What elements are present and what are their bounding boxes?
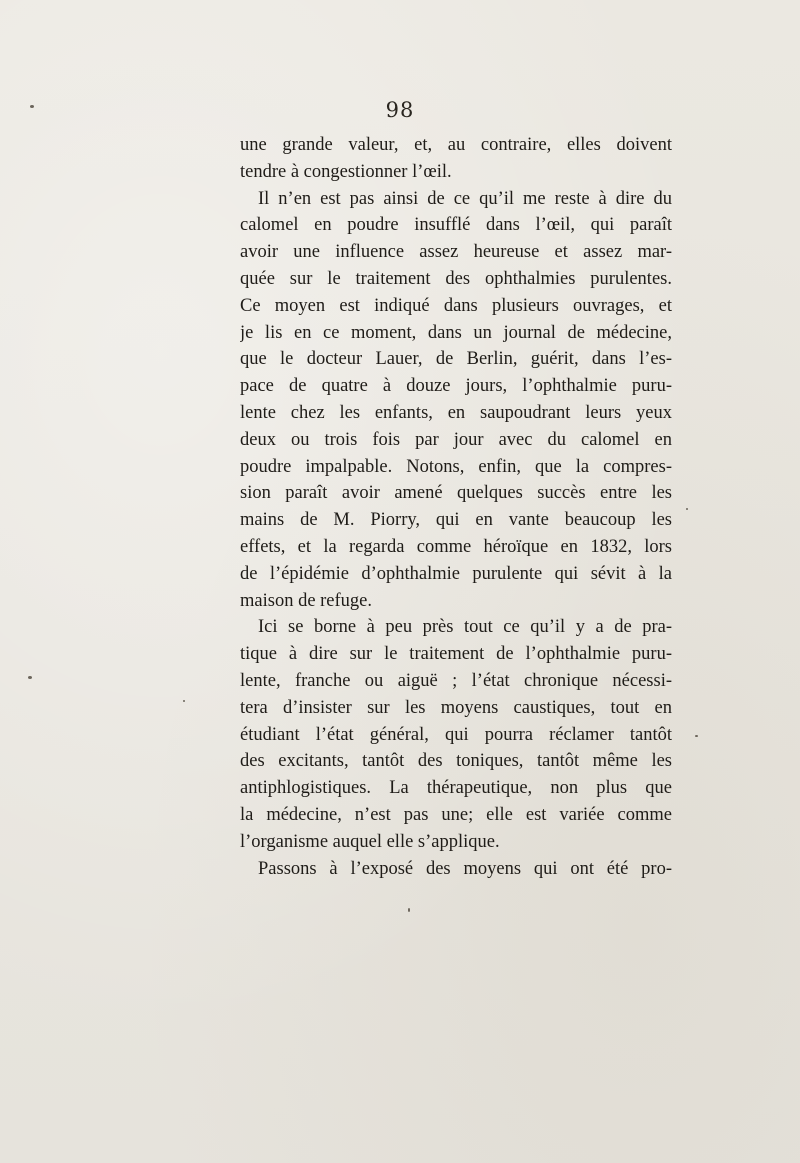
text-line: Ce moyen est indiqué dans plusieurs ouvrages, et [240, 295, 672, 316]
body-text [240, 132, 672, 882]
text-line: avoir une influence assez heureuse et assez mar- [240, 242, 672, 263]
text-line: la médecine, n’est pas une; elle est variée comme [240, 804, 672, 825]
text-line: lente chez les enfants, en saupoudrant leurs yeux [240, 402, 672, 423]
text-line: quée sur le traitement des ophthalmies purulentes. [240, 268, 672, 289]
ink-speck [28, 676, 32, 679]
text-line: que le docteur Lauer, de Berlin, guérit, dans l’es- [240, 349, 672, 370]
text-line: étudiant l’état général, qui pourra réclamer tantôt [240, 724, 672, 745]
text-line: lente, franche ou aiguë ; l’état chronique nécessi- [240, 670, 672, 691]
ink-speck [686, 508, 688, 510]
text-line: deux ou trois fois par jour avec du calomel en [240, 429, 672, 450]
text-line: sion paraît avoir amené quelques succès entre les [240, 483, 672, 504]
text-line: Ici se borne à peu près tout ce qu’il y a de pra- [258, 617, 672, 638]
text-line: de l’épidémie d’ophthalmie purulente qui sévit à la [240, 563, 672, 584]
text-line: tendre à congestionner l’œil. [240, 161, 452, 182]
text-line: tera d’insister sur les moyens caustiques, tout en [240, 697, 672, 718]
text-line: tique à dire sur le traitement de l’ophthalmie puru- [240, 644, 672, 665]
ink-speck [408, 908, 410, 912]
text-line: pace de quatre à douze jours, l’ophthalmie puru- [240, 376, 672, 397]
text-line: maison de refuge. [240, 590, 373, 611]
text-line: l’organisme auquel elle s’applique. [240, 831, 500, 852]
text-line: Il n’en est pas ainsi de ce qu’il me reste à dire du [258, 188, 672, 209]
text-line: Passons à l’exposé des moyens qui ont été pro- [258, 858, 672, 879]
page-number: 98 [385, 98, 415, 122]
text-line: calomel en poudre insufflé dans l’œil, qui paraît [240, 215, 672, 236]
text-line: poudre impalpable. Notons, enfin, que la compres- [240, 456, 672, 477]
text-line: antiphlogistiques. La thérapeutique, non plus que [240, 778, 672, 799]
text-line: mains de M. Piorry, qui en vante beaucoup les [240, 510, 672, 531]
ink-speck [30, 105, 34, 108]
text-line: je lis en ce moment, dans un journal de médecine, [240, 322, 672, 343]
text-line: une grande valeur, et, au contraire, elles doivent [240, 135, 672, 155]
text-line: des excitants, tantôt des toniques, tantôt même les [240, 751, 672, 772]
ink-speck [183, 700, 185, 702]
ink-speck [695, 735, 698, 737]
text-line: effets, et la regarda comme héroïque en 1832, lors [240, 536, 672, 557]
